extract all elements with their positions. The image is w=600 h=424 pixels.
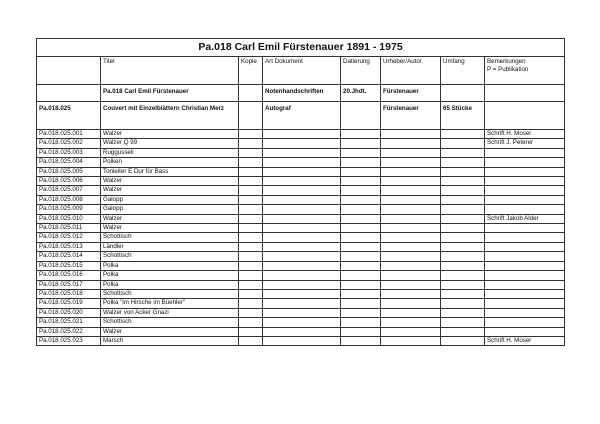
cell-urheber <box>381 233 441 242</box>
cell-umfang <box>441 233 485 242</box>
cell-bemerkungen <box>485 242 565 251</box>
cell-kopie <box>239 233 263 242</box>
cell-kopie <box>239 214 263 223</box>
table-row <box>37 252 565 261</box>
cell-umfang <box>441 299 485 308</box>
cell-signatur: Pa.018.025.009 <box>37 205 101 214</box>
cell-datierung <box>341 233 381 242</box>
cell-urheber <box>381 318 441 327</box>
header-bemerkungen-line1: Bemerkungen <box>487 58 526 65</box>
cell-titel: Ruggusseli <box>101 148 239 157</box>
cell-bemerkungen <box>485 299 565 308</box>
cell-art <box>263 308 341 317</box>
cell-kopie <box>239 261 263 270</box>
document-title: Pa.018 Carl Emil Fürstenauer 1891 - 1975 <box>37 39 565 57</box>
cell-signatur: Pa.018.025.017 <box>37 280 101 289</box>
cell-urheber <box>381 177 441 186</box>
cell-titel: Schottisch <box>101 252 239 261</box>
cell-titel: Walzer <box>101 327 239 336</box>
table-row <box>37 139 565 148</box>
cell-art <box>263 261 341 270</box>
cell-urheber <box>381 327 441 336</box>
table-row <box>37 186 565 195</box>
cell-art <box>263 130 341 139</box>
cell-art <box>263 195 341 204</box>
cell-signatur: Pa.018.025.021 <box>37 318 101 327</box>
cell-datierung <box>341 289 381 298</box>
cell-urheber <box>381 242 441 251</box>
cell-bemerkungen <box>485 308 565 317</box>
cell-titel: Walzer <box>101 214 239 223</box>
cell-art <box>263 242 341 251</box>
table-row <box>37 242 565 251</box>
cell-urheber <box>381 167 441 176</box>
cell-urheber <box>381 308 441 317</box>
cell-art <box>263 327 341 336</box>
cell-bemerkungen <box>485 318 565 327</box>
table-row <box>37 261 565 270</box>
cell-datierung <box>341 252 381 261</box>
cell-titel: Walzer Q 99 <box>101 139 239 148</box>
fonds-row <box>37 85 565 102</box>
cell-datierung <box>341 205 381 214</box>
table-row <box>37 327 565 336</box>
fonds-bemerkungen <box>485 85 565 102</box>
cell-kopie <box>239 186 263 195</box>
cell-umfang <box>441 252 485 261</box>
cell-datierung <box>341 148 381 157</box>
series-datierung <box>341 102 381 130</box>
cell-art <box>263 167 341 176</box>
cell-datierung <box>341 308 381 317</box>
cell-datierung <box>341 158 381 167</box>
fonds-urheber: Fürstenauer <box>381 85 441 102</box>
cell-titel: Polka "im Hirsche im Büehler" <box>101 299 239 308</box>
cell-urheber <box>381 205 441 214</box>
cell-urheber <box>381 139 441 148</box>
cell-kopie <box>239 167 263 176</box>
cell-bemerkungen <box>485 280 565 289</box>
fonds-signatur <box>37 85 101 102</box>
cell-umfang <box>441 271 485 280</box>
cell-umfang <box>441 318 485 327</box>
cell-datierung <box>341 214 381 223</box>
table-row <box>37 195 565 204</box>
cell-bemerkungen <box>485 271 565 280</box>
series-umfang: 65 Stücke <box>441 102 485 130</box>
cell-datierung <box>341 318 381 327</box>
cell-umfang <box>441 205 485 214</box>
cell-titel: Polka <box>101 280 239 289</box>
cell-bemerkungen: Schrift Jakob Alder <box>485 214 565 223</box>
cell-art <box>263 158 341 167</box>
cell-titel: Tonleiter E Dur für Bass <box>101 167 239 176</box>
cell-signatur: Pa.018.025.002 <box>37 139 101 148</box>
table-row <box>37 308 565 317</box>
cell-art <box>263 289 341 298</box>
cell-bemerkungen <box>485 186 565 195</box>
cell-bemerkungen <box>485 224 565 233</box>
table-row <box>37 271 565 280</box>
title-row <box>37 39 565 57</box>
cell-art <box>263 233 341 242</box>
series-bemerkungen <box>485 102 565 130</box>
table-row <box>37 299 565 308</box>
header-datierung: Datierung <box>341 57 381 85</box>
cell-art <box>263 148 341 157</box>
header-art-dokument: Art Dokument <box>263 57 341 85</box>
cell-umfang <box>441 130 485 139</box>
cell-urheber <box>381 186 441 195</box>
cell-datierung <box>341 327 381 336</box>
cell-urheber <box>381 195 441 204</box>
cell-urheber <box>381 289 441 298</box>
cell-signatur: Pa.018.025.001 <box>37 130 101 139</box>
cell-datierung <box>341 195 381 204</box>
series-art: Autograf <box>263 102 341 130</box>
cell-signatur: Pa.018.025.020 <box>37 308 101 317</box>
series-titel: Couvert mit Einzelblättern Christian Merz <box>101 102 239 130</box>
cell-signatur: Pa.018.025.013 <box>37 242 101 251</box>
cell-datierung <box>341 177 381 186</box>
cell-art <box>263 318 341 327</box>
cell-signatur: Pa.018.025.008 <box>37 195 101 204</box>
fonds-umfang <box>441 85 485 102</box>
cell-art <box>263 299 341 308</box>
cell-art <box>263 139 341 148</box>
cell-signatur: Pa.018.025.022 <box>37 327 101 336</box>
cell-bemerkungen <box>485 289 565 298</box>
cell-urheber <box>381 158 441 167</box>
cell-bemerkungen <box>485 158 565 167</box>
cell-titel: Walzer von Acker Gnazi <box>101 308 239 317</box>
cell-signatur: Pa.018.025.003 <box>37 148 101 157</box>
cell-datierung <box>341 224 381 233</box>
cell-kopie <box>239 336 263 345</box>
cell-bemerkungen <box>485 177 565 186</box>
cell-bemerkungen: Schrift H. Moser <box>485 336 565 345</box>
series-urheber: Fürstenauer <box>381 102 441 130</box>
cell-kopie <box>239 308 263 317</box>
cell-kopie <box>239 327 263 336</box>
cell-kopie <box>239 242 263 251</box>
cell-kopie <box>239 318 263 327</box>
table-row <box>37 214 565 223</box>
cell-titel: Galopp <box>101 205 239 214</box>
cell-titel: Walzer <box>101 130 239 139</box>
cell-kopie <box>239 252 263 261</box>
cell-urheber <box>381 252 441 261</box>
cell-urheber <box>381 130 441 139</box>
cell-kopie <box>239 280 263 289</box>
table-row <box>37 167 565 176</box>
table-row <box>37 318 565 327</box>
cell-umfang <box>441 280 485 289</box>
cell-umfang <box>441 195 485 204</box>
cell-urheber <box>381 261 441 270</box>
cell-datierung <box>341 167 381 176</box>
cell-bemerkungen <box>485 167 565 176</box>
cell-umfang <box>441 224 485 233</box>
header-urheber: Urheber/Autor <box>381 57 441 85</box>
fonds-titel: Pa.018 Carl Emil Fürstenauer <box>101 85 239 102</box>
cell-bemerkungen <box>485 233 565 242</box>
cell-titel: Polka <box>101 261 239 270</box>
cell-signatur: Pa.018.025.011 <box>37 224 101 233</box>
cell-umfang <box>441 139 485 148</box>
table-row <box>37 289 565 298</box>
cell-kopie <box>239 289 263 298</box>
cell-kopie <box>239 299 263 308</box>
cell-art <box>263 214 341 223</box>
cell-signatur: Pa.018.025.004 <box>37 158 101 167</box>
cell-kopie <box>239 177 263 186</box>
header-bemerkungen-line2: P = Publikation <box>487 66 529 74</box>
cell-kopie <box>239 224 263 233</box>
cell-datierung <box>341 280 381 289</box>
cell-umfang <box>441 177 485 186</box>
cell-art <box>263 280 341 289</box>
cell-umfang <box>441 148 485 157</box>
cell-signatur: Pa.018.025.007 <box>37 186 101 195</box>
cell-art <box>263 224 341 233</box>
cell-umfang <box>441 261 485 270</box>
cell-urheber <box>381 224 441 233</box>
cell-datierung <box>341 261 381 270</box>
table-row <box>37 233 565 242</box>
cell-titel: Walzer <box>101 186 239 195</box>
cell-titel: Schottisch <box>101 289 239 298</box>
cell-titel: Schottisch <box>101 233 239 242</box>
cell-bemerkungen <box>485 327 565 336</box>
cell-umfang <box>441 167 485 176</box>
cell-titel: Marsch <box>101 336 239 345</box>
table-row <box>37 177 565 186</box>
table-row <box>37 224 565 233</box>
cell-umfang <box>441 242 485 251</box>
cell-kopie <box>239 139 263 148</box>
header-signatur <box>37 57 101 85</box>
cell-kopie <box>239 271 263 280</box>
series-signatur: Pa.018.025 <box>37 102 101 130</box>
cell-signatur: Pa.018.025.023 <box>37 336 101 345</box>
cell-kopie <box>239 158 263 167</box>
cell-titel: Galopp <box>101 195 239 204</box>
table-row <box>37 148 565 157</box>
header-bemerkungen <box>485 57 565 85</box>
cell-signatur: Pa.018.025.005 <box>37 167 101 176</box>
table-row <box>37 130 565 139</box>
cell-signatur: Pa.018.025.019 <box>37 299 101 308</box>
cell-umfang <box>441 186 485 195</box>
cell-kopie <box>239 148 263 157</box>
cell-bemerkungen: Schrift J. Peterer <box>485 139 565 148</box>
fonds-kopie <box>239 85 263 102</box>
cell-urheber <box>381 214 441 223</box>
cell-art <box>263 271 341 280</box>
cell-umfang <box>441 336 485 345</box>
cell-signatur: Pa.018.025.015 <box>37 261 101 270</box>
cell-art <box>263 205 341 214</box>
cell-datierung <box>341 336 381 345</box>
table-row <box>37 205 565 214</box>
cell-signatur: Pa.018.025.016 <box>37 271 101 280</box>
cell-umfang <box>441 308 485 317</box>
cell-bemerkungen <box>485 261 565 270</box>
header-umfang: Umfang <box>441 57 485 85</box>
fonds-datierung: 20.Jhdt. <box>341 85 381 102</box>
cell-umfang <box>441 327 485 336</box>
cell-urheber <box>381 336 441 345</box>
cell-urheber <box>381 271 441 280</box>
header-titel: Titel <box>101 57 239 85</box>
cell-bemerkungen <box>485 195 565 204</box>
cell-urheber <box>381 148 441 157</box>
cell-datierung <box>341 271 381 280</box>
cell-bemerkungen <box>485 205 565 214</box>
cell-art <box>263 177 341 186</box>
cell-art <box>263 186 341 195</box>
cell-datierung <box>341 130 381 139</box>
cell-signatur: Pa.018.025.010 <box>37 214 101 223</box>
cell-bemerkungen <box>485 148 565 157</box>
cell-datierung <box>341 186 381 195</box>
cell-kopie <box>239 195 263 204</box>
cell-kopie <box>239 205 263 214</box>
cell-titel: Walzer <box>101 224 239 233</box>
cell-bemerkungen: Schrift H. Moser <box>485 130 565 139</box>
fonds-art: Notenhandschriften <box>263 85 341 102</box>
cell-titel: Ländler <box>101 242 239 251</box>
series-row <box>37 102 565 130</box>
cell-umfang <box>441 158 485 167</box>
cell-titel: Polken <box>101 158 239 167</box>
cell-umfang <box>441 289 485 298</box>
cell-umfang <box>441 214 485 223</box>
table-row <box>37 158 565 167</box>
inventory-table <box>36 38 565 346</box>
cell-signatur: Pa.018.025.006 <box>37 177 101 186</box>
cell-urheber <box>381 299 441 308</box>
cell-kopie <box>239 130 263 139</box>
table-row <box>37 280 565 289</box>
cell-art <box>263 336 341 345</box>
cell-signatur: Pa.018.025.012 <box>37 233 101 242</box>
cell-signatur: Pa.018.025.018 <box>37 289 101 298</box>
cell-titel: Walzer <box>101 177 239 186</box>
header-row <box>37 57 565 85</box>
cell-datierung <box>341 299 381 308</box>
header-kopie: Kopie <box>239 57 263 85</box>
cell-urheber <box>381 280 441 289</box>
cell-signatur: Pa.018.025.014 <box>37 252 101 261</box>
cell-datierung <box>341 139 381 148</box>
cell-art <box>263 252 341 261</box>
cell-bemerkungen <box>485 252 565 261</box>
series-kopie <box>239 102 263 130</box>
cell-titel: Polka <box>101 271 239 280</box>
cell-titel: Schottisch <box>101 318 239 327</box>
table-row <box>37 336 565 345</box>
cell-datierung <box>341 242 381 251</box>
